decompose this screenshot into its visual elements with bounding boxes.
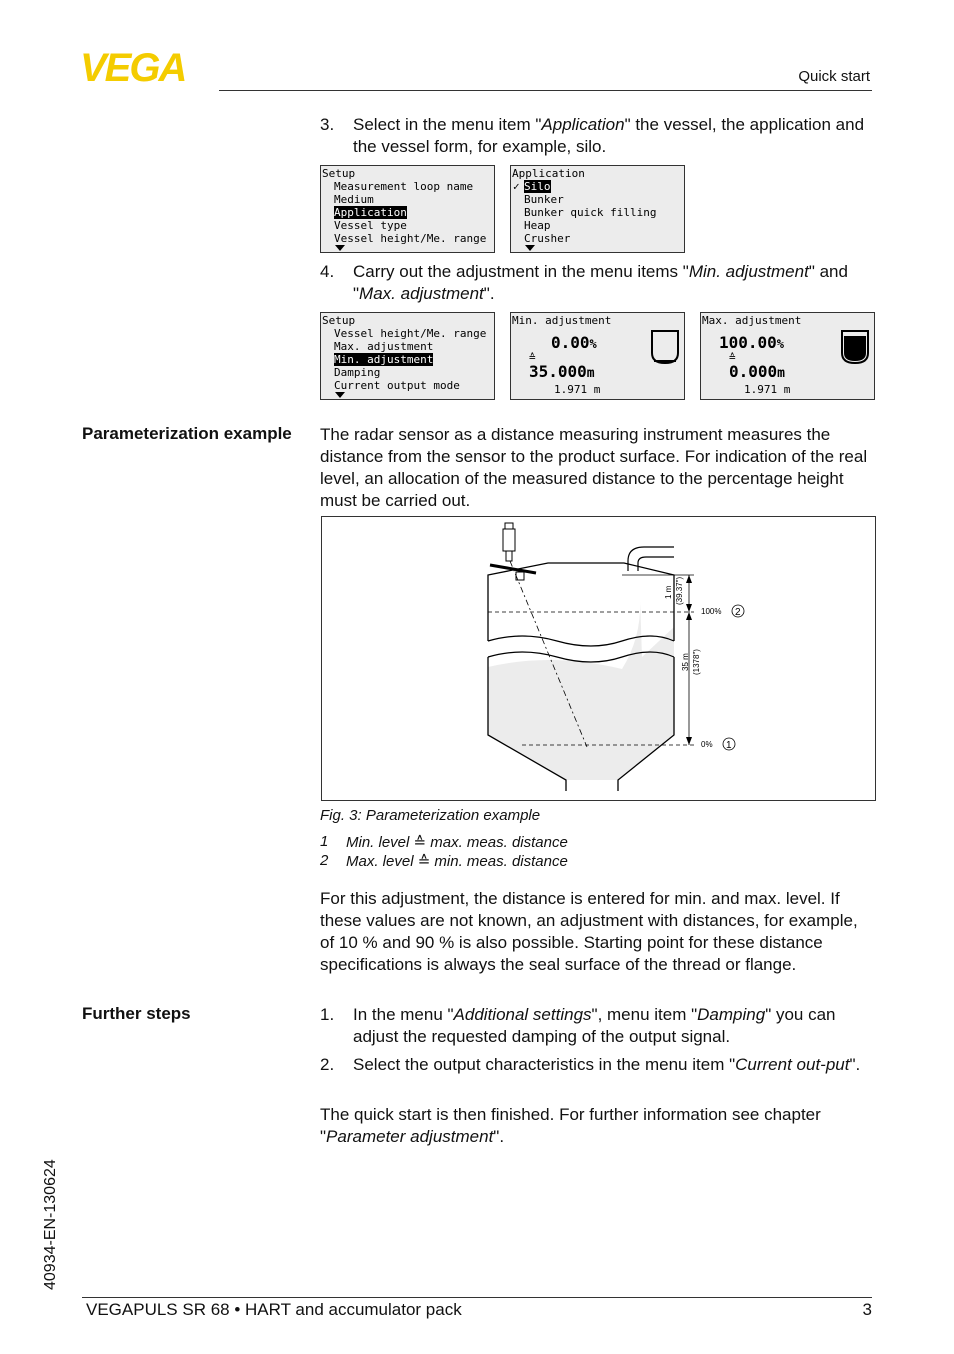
further-step-2: 2. Select the output characteristics in the menu item "Current out-put".: [320, 1055, 861, 1074]
footer-rule: [82, 1297, 872, 1298]
dim-main-label: 35 m: [681, 653, 690, 671]
dim-main-inch-label: (1378"): [692, 649, 701, 675]
figure-legend: 1 Min. level ≙ max. meas. distance 2 Max. level ≙ min. meas. distance: [320, 833, 568, 870]
scroll-down-icon: [525, 245, 535, 251]
step-text: Select in the menu item "Application" the vessel, the application and the vessel form, for example, silo.: [353, 115, 865, 156]
lcd-setup-menu: Setup Measurement loop name Medium Application Vessel type Vessel height/Me. range: [320, 165, 495, 253]
quick-start-end-text: The quick start is then finished. For further information see chapter "Parameter adjustment".: [320, 1105, 821, 1146]
lcd-min-adjustment: Min. adjustment 0.00% ≙ 35.000m 1.971 m: [510, 312, 685, 400]
adjustment-text: For this adjustment, the distance is entered for min. and max. level. If these values are not known, an adjustment with distances, for example, of 10 % and 90 % is also possible. Starting point for these distance specifications is always the seal surface of the thread or flange.: [320, 889, 858, 974]
dim-top-label: 1 m: [664, 585, 673, 599]
selected-menu-item: Min. adjustment: [334, 353, 434, 366]
document-id: 40934-EN-130624: [42, 1159, 59, 1290]
step-number: 4.: [320, 262, 335, 281]
pct-0-label: 0%: [701, 740, 713, 749]
header-rule: [219, 90, 872, 91]
selected-menu-item: Application: [334, 206, 407, 219]
section-title: Quick start: [798, 68, 870, 85]
scroll-down-icon: [335, 245, 345, 251]
marker-2: 2: [735, 607, 741, 618]
figure-box: [321, 516, 876, 801]
step-number: 3.: [320, 115, 335, 134]
lcd-setup-menu-2: Setup Vessel height/Me. range Max. adjustment Min. adjustment Damping Current output mode: [320, 312, 495, 400]
dim-top-inch-label: (39.37"): [675, 576, 684, 605]
param-text: The radar sensor as a distance measuring instrument measures the distance from the sensor to the product surface. For indication of the real level, an allocation of the measured distance to the percentage height must be carried out.: [320, 425, 868, 510]
further-step-1: 1. In the menu "Additional settings", menu item "Damping" you can adjust the requested damping of the output signal.: [320, 1005, 836, 1046]
page-number: 3: [862, 1300, 872, 1319]
lcd-application-menu: Application ✓ Silo Bunker Bunker quick filling Heap Crusher: [510, 165, 685, 253]
vega-logo-text: VEGA: [80, 50, 186, 84]
scroll-down-icon: [335, 392, 345, 398]
vessel-full-icon: [838, 327, 872, 367]
further-steps-label: Further steps: [82, 1004, 191, 1023]
vega-logo: [80, 50, 212, 84]
figure-caption: Fig. 3: Parameterization example: [320, 807, 541, 824]
marker-1: 1: [726, 740, 732, 751]
check-icon: ✓: [513, 180, 520, 193]
step-3: [320, 114, 875, 158]
step-4: [320, 261, 875, 305]
param-label: Parameterization example: [82, 424, 292, 443]
selected-menu-item: Silo: [524, 180, 551, 193]
footer-title: VEGAPULS SR 68 • HART and accumulator pack: [86, 1300, 462, 1319]
step-text: Carry out the adjustment in the menu items "Min. adjustment" and "Max. adjustment".: [353, 262, 848, 303]
vessel-empty-icon: [648, 327, 682, 367]
silo-diagram: [322, 517, 875, 800]
pct-100-label: 100%: [701, 607, 722, 616]
lcd-max-adjustment: Max. adjustment 100.00% ≙ 0.000m 1.971 m: [700, 312, 875, 400]
